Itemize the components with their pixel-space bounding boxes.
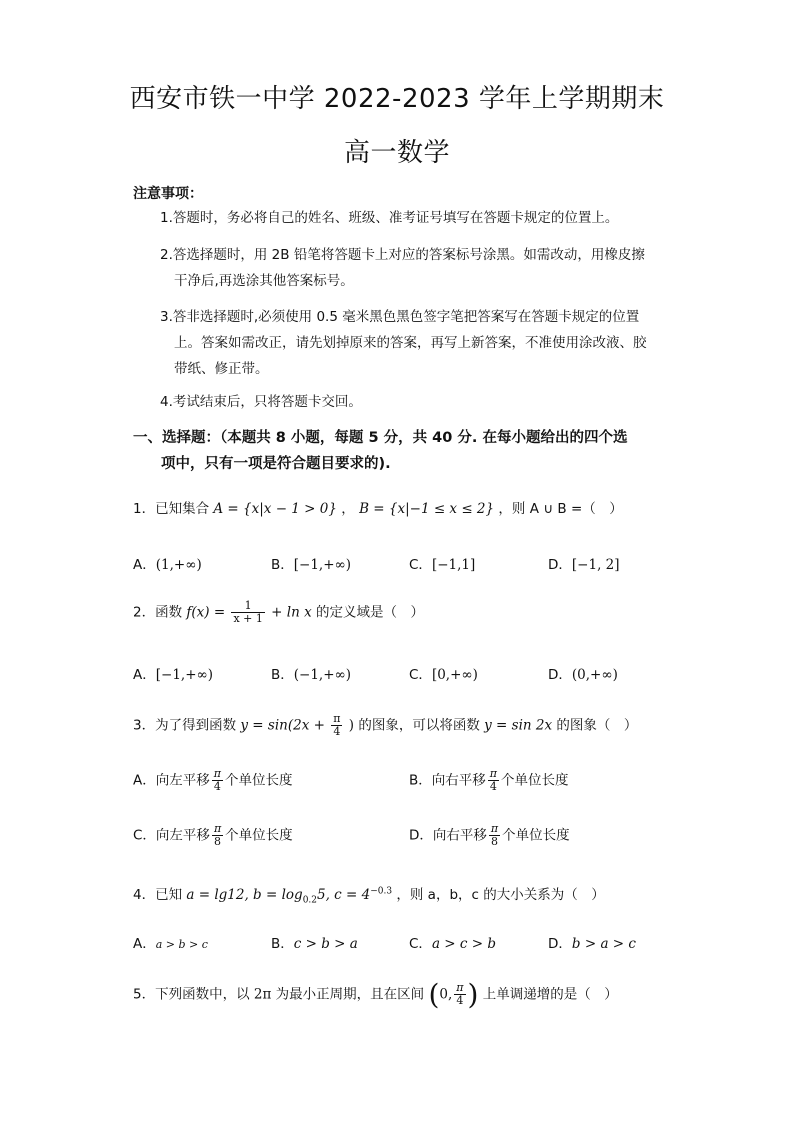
q-mid: 的图象，可以将函数 [358, 717, 480, 734]
option-label: B． [271, 557, 294, 573]
option-value: a > c > b [431, 936, 496, 952]
option-label: A．向左平移 [133, 772, 210, 789]
set-a: A = {x|x − 1 > 0} [213, 501, 337, 517]
option-tail: 个单位长度 [224, 772, 293, 789]
option-tail: 个单位长度 [225, 827, 293, 844]
fraction [454, 982, 465, 1007]
notice-text: 3.答非选择题时,必须使用 0.5 毫米黑色黑色签字笔把答案写在答题卡规定的位置 [160, 309, 640, 325]
option-label: D．向右平移 [409, 827, 487, 844]
q-number: 2．函数 [133, 604, 183, 621]
option-label: B．向右平移 [409, 772, 486, 789]
q-tail: 的图象（ ） [556, 717, 638, 734]
set-b: B = {x|−1 ≤ x ≤ 2} [359, 501, 495, 517]
fraction-numerator: π [456, 981, 464, 994]
q-tail: ，则 a，b，c 的大小关系为（ ） [396, 887, 605, 903]
option-value: a > b > c [155, 938, 208, 951]
fraction-numerator: 1 [231, 600, 264, 613]
q4-option-d[interactable] [548, 932, 636, 952]
option-tail: 个单位长度 [501, 772, 569, 789]
paren-left: ( [428, 978, 440, 1011]
fraction-numerator: π [333, 712, 341, 725]
option-value: (0,+∞) [571, 667, 618, 683]
q1-option-b[interactable] [271, 553, 351, 573]
option-label: D． [548, 667, 572, 683]
notice-item-4 [160, 389, 670, 415]
q-sep: ， [341, 501, 355, 517]
fraction-numerator: π [489, 767, 497, 780]
option-label: D． [548, 936, 572, 952]
fraction-numerator: π [213, 822, 222, 835]
fraction [489, 823, 500, 848]
q-number: 4．已知 [133, 887, 183, 903]
notice-text: 2.答选择题时，用 2B 铅笔将答题卡上对应的答案标号涂黑。如需改动，用橡皮擦 [160, 247, 645, 263]
option-value: [−1, 2] [571, 557, 620, 573]
option-label: D． [548, 557, 572, 573]
question-1 [133, 497, 623, 517]
q-number: 5．下列函数中，以 [133, 986, 250, 1003]
function-expr: y = sin(2x + [240, 717, 325, 734]
q3-option-a[interactable] [133, 768, 292, 793]
q3-option-b[interactable] [409, 768, 569, 793]
notice-text: 4.考试结束后，只将答题卡交回。 [160, 394, 362, 410]
expr: a = lg12, b = log [186, 887, 303, 903]
notice-text: 1.答题时，务必将自己的姓名、班级、准考证号填写在答题卡规定的位置上。 [160, 210, 619, 226]
fraction-denominator: x + 1 [233, 612, 263, 625]
q3-option-d[interactable] [409, 823, 570, 848]
option-label: C． [409, 667, 432, 683]
option-value: (−1,+∞) [293, 667, 352, 683]
period-value: 2π [253, 986, 272, 1003]
option-value: c > b > a [293, 936, 358, 952]
question-3 [133, 713, 637, 738]
fraction [212, 823, 223, 848]
q-tail: 上单调递增的是（ ） [482, 986, 618, 1003]
option-value: [−1,+∞) [155, 667, 214, 683]
function-name: f(x) = [186, 604, 226, 621]
q1-option-a[interactable] [133, 553, 202, 573]
option-value: b > a > c [571, 936, 636, 952]
question-2 [133, 600, 424, 625]
option-label: C． [409, 557, 432, 573]
q4-option-a[interactable] [133, 932, 208, 952]
q-mid: 为最小正周期，且在区间 [275, 986, 425, 1003]
section-text: 一、选择题：（本题共 8 小题，每题 5 分，共 40 分. 在每小题给出的四个选 [133, 430, 628, 446]
option-label: B． [271, 667, 294, 683]
notice-item-1 [160, 205, 670, 231]
exam-title: 西安市铁一中学 2022-2023 学年上学期期末 [129, 84, 665, 114]
notice-item-3 [160, 304, 670, 382]
exponent: −0.3 [370, 886, 393, 897]
log-base: 0.2 [302, 895, 318, 906]
interval-left: 0, [439, 986, 453, 1003]
function-tail: + ln x [271, 604, 312, 621]
fraction-denominator: 4 [213, 780, 221, 793]
q1-option-c[interactable] [409, 553, 475, 573]
function-expr-2: y = sin 2x [484, 717, 553, 734]
q-tail: ，则 A ∪ B =（ ） [498, 501, 623, 517]
fraction [212, 768, 223, 793]
notice-heading: 注意事项： [133, 186, 203, 202]
notice-text-cont: 带纸、修正带。 [174, 361, 269, 377]
section-heading-choice [133, 425, 693, 477]
function-expr-tail: ) [348, 717, 355, 734]
notice-text-cont: 干净后,再选涂其他答案标号。 [174, 273, 354, 289]
option-label: C．向左平移 [133, 827, 210, 844]
option-label: A． [133, 557, 156, 573]
q2-option-c[interactable] [409, 663, 478, 683]
fraction-denominator: 8 [491, 835, 499, 848]
q4-option-b[interactable] [271, 932, 358, 952]
q-number: 3．为了得到函数 [133, 717, 237, 734]
q-number: 1．已知集合 [133, 501, 210, 517]
q2-option-b[interactable] [271, 663, 351, 683]
q2-option-a[interactable] [133, 663, 213, 683]
fraction [231, 600, 264, 625]
option-tail: 个单位长度 [502, 827, 570, 844]
notice-text-cont: 上。答案如需改正，请先划掉原来的答案，再写上新答案，不准使用涂改液、胶 [174, 335, 647, 351]
option-value: [0,+∞) [431, 667, 478, 683]
expr-2: 5, c = 4 [317, 887, 371, 903]
fraction-denominator: 8 [214, 835, 222, 848]
notice-item-2 [160, 242, 670, 294]
q-tail: 的定义域是（ ） [315, 604, 424, 621]
section-text-cont: 项中，只有一项是符合题目要求的). [161, 456, 391, 472]
option-label: C． [409, 936, 432, 952]
option-value: (1,+∞) [155, 557, 202, 573]
fraction [488, 768, 499, 793]
fraction-denominator: 4 [489, 780, 497, 793]
q3-option-c[interactable] [133, 823, 293, 848]
question-4 [133, 883, 605, 906]
option-value: [−1,+∞) [293, 557, 352, 573]
q2-option-d[interactable] [548, 663, 618, 683]
fraction [331, 713, 342, 738]
option-label: A． [133, 667, 156, 683]
option-label: B． [271, 936, 294, 952]
question-5 [133, 978, 618, 1011]
fraction-denominator: 4 [456, 994, 464, 1007]
fraction-denominator: 4 [333, 725, 341, 738]
fraction-numerator: π [213, 767, 221, 780]
paren-right: ) [467, 978, 479, 1011]
option-value: [−1,1] [431, 557, 476, 573]
q1-option-d[interactable] [548, 553, 620, 573]
fraction-numerator: π [490, 822, 499, 835]
q4-option-c[interactable] [409, 932, 496, 952]
exam-subject: 高一数学 [343, 138, 450, 168]
option-label: A． [133, 936, 156, 952]
